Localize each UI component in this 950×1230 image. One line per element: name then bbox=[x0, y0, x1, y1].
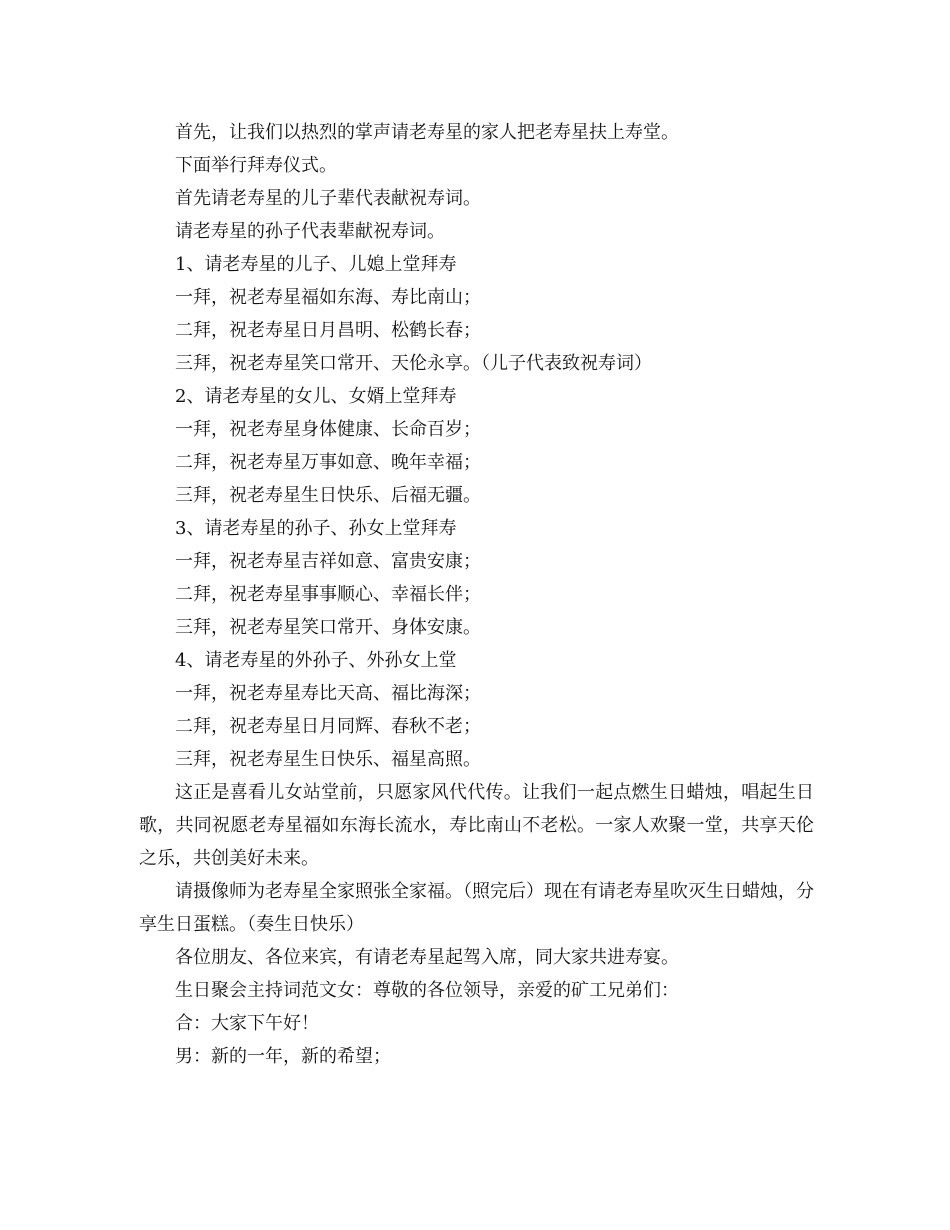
paragraph: 合：大家下午好！ bbox=[175, 1013, 319, 1034]
paragraph: 各位朋友、各位来宾，有请老寿星起驾入席，同大家共进寿宴。 bbox=[175, 947, 679, 968]
paragraph: 这正是喜看儿女站堂前，只愿家风代代传。让我们一起点燃生日蜡烛，唱起生日歌，共同祝愿老寿星福如东海长流水，寿比南山不老松。一家人欢聚一堂，共享天伦之乐，共创美好未来。 bbox=[139, 782, 814, 869]
paragraph: 三拜，祝老寿星笑口常开、身体安康。 bbox=[175, 617, 481, 638]
paragraph: 2、请老寿星的女儿、女婿上堂拜寿 bbox=[175, 386, 457, 407]
paragraph: 生日聚会主持词范文女：尊敬的各位领导，亲爱的矿工兄弟们： bbox=[175, 980, 679, 1001]
paragraph: 三拜，祝老寿星生日快乐、福星高照。 bbox=[175, 749, 481, 770]
paragraph: 二拜，祝老寿星日月同辉、春秋不老； bbox=[175, 716, 481, 737]
paragraph: 二拜，祝老寿星日月昌明、松鹤长春； bbox=[175, 320, 481, 341]
paragraph: 三拜，祝老寿星笑口常开、天伦永享。（儿子代表致祝寿词） bbox=[175, 353, 652, 374]
paragraph: 二拜，祝老寿星万事如意、晚年幸福； bbox=[175, 452, 481, 473]
paragraph: 一拜，祝老寿星吉祥如意、富贵安康； bbox=[175, 551, 481, 572]
paragraph: 一拜，祝老寿星寿比天高、福比海深； bbox=[175, 683, 481, 704]
paragraph: 3、请老寿星的孙子、孙女上堂拜寿 bbox=[175, 518, 457, 539]
paragraph: 三拜，祝老寿星生日快乐、后福无疆。 bbox=[175, 485, 481, 506]
paragraph: 请摄像师为老寿星全家照张全家福。（照完后）现在有请老寿星吹灭生日蜡烛，分享生日蛋糕。（奏生日快乐） bbox=[139, 881, 814, 935]
paragraph: 请老寿星的孙子代表辈献祝寿词。 bbox=[175, 221, 445, 242]
paragraph: 4、请老寿星的外孙子、外孙女上堂 bbox=[175, 650, 457, 671]
paragraph: 首先，让我们以热烈的掌声请老寿星的家人把老寿星扶上寿堂。 bbox=[175, 122, 679, 143]
paragraph: 下面举行拜寿仪式。 bbox=[175, 155, 337, 176]
paragraph: 二拜，祝老寿星事事顺心、幸福长伴； bbox=[175, 584, 481, 605]
paragraph: 一拜，祝老寿星身体健康、长命百岁； bbox=[175, 419, 481, 440]
paragraph: 男：新的一年，新的希望； bbox=[175, 1046, 391, 1067]
paragraph: 首先请老寿星的儿子辈代表献祝寿词。 bbox=[175, 188, 481, 209]
paragraph: 1、请老寿星的儿子、儿媳上堂拜寿 bbox=[175, 254, 457, 275]
paragraph: 一拜，祝老寿星福如东海、寿比南山； bbox=[175, 287, 481, 308]
